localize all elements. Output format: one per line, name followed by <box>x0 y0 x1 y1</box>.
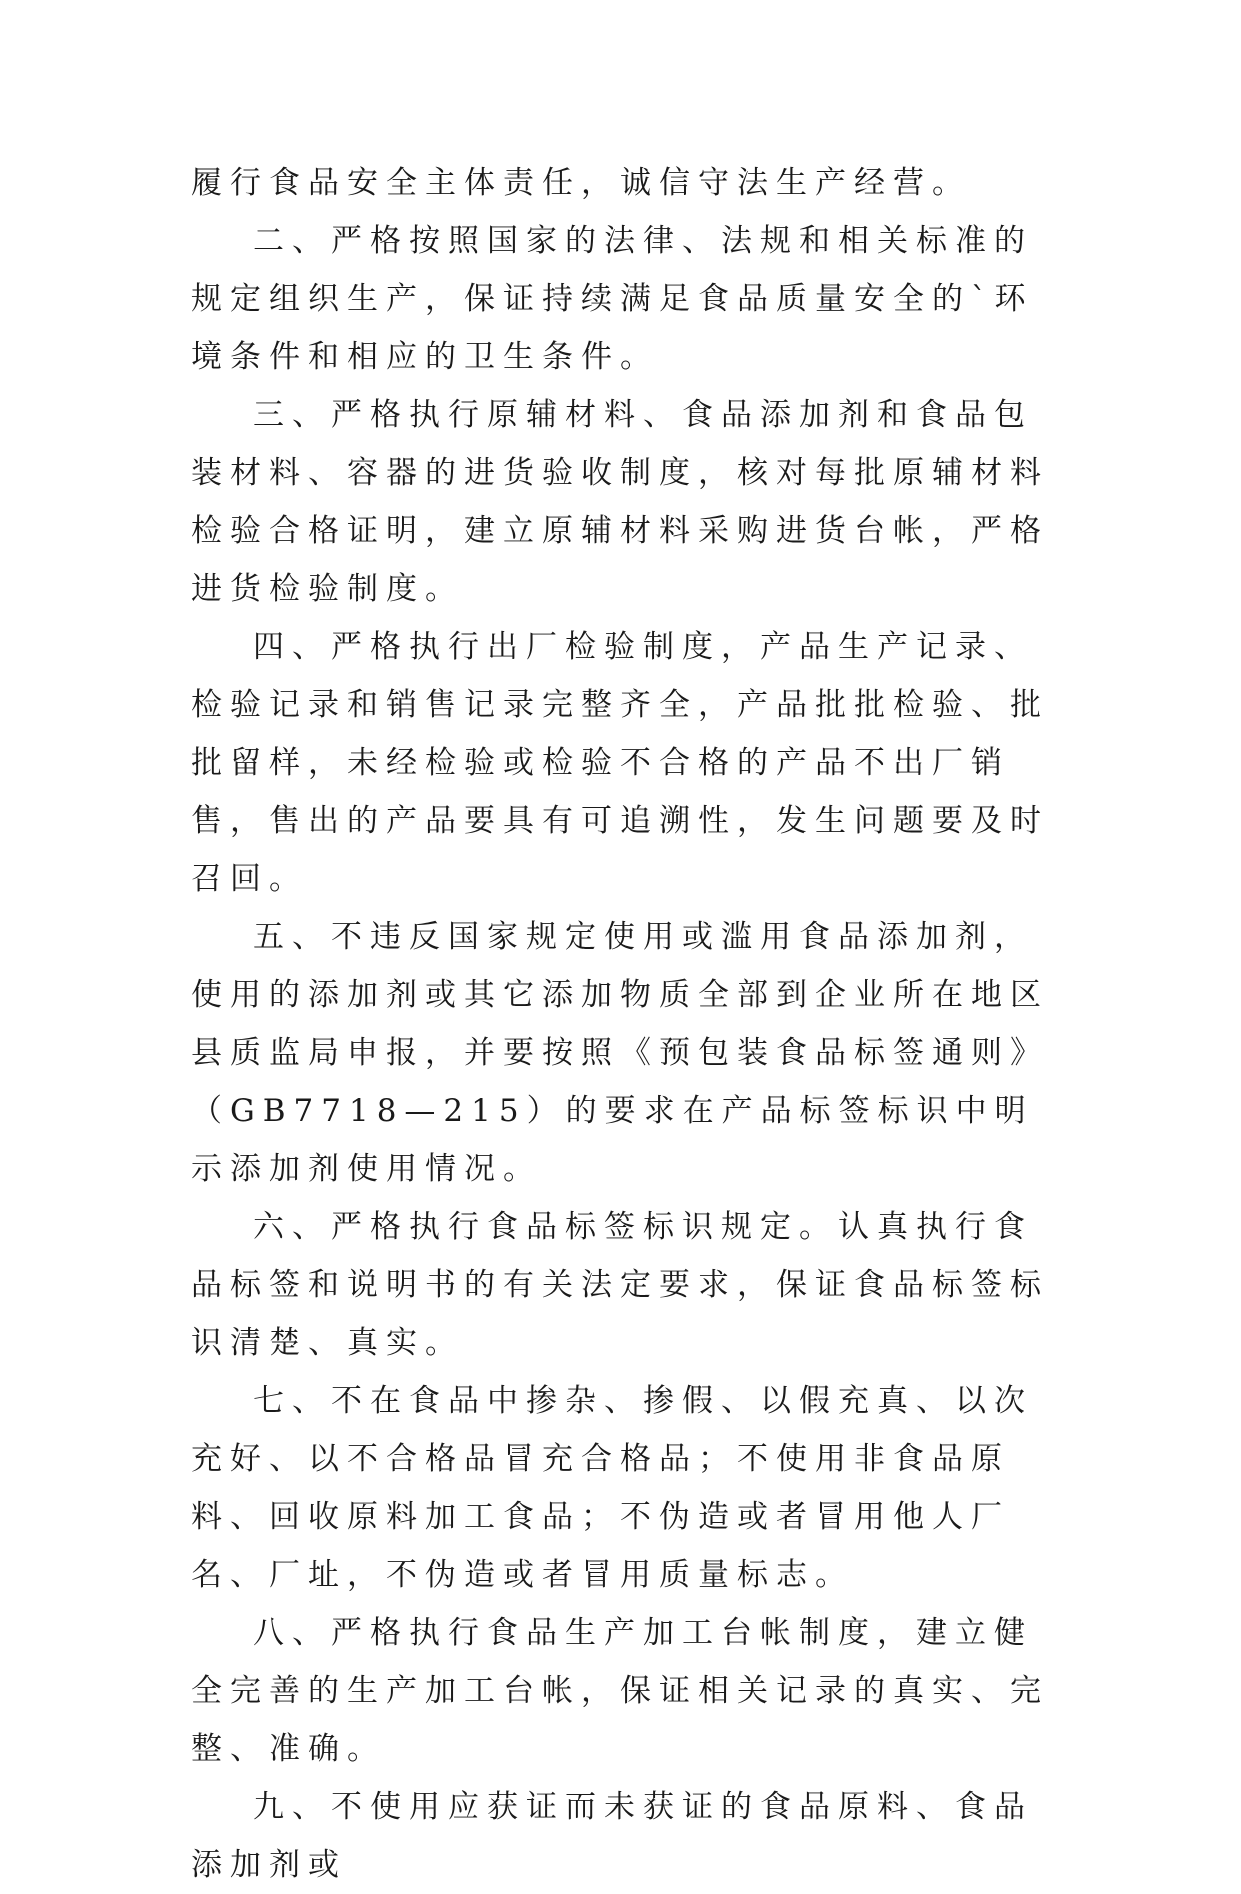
document-body <box>191 154 1051 1894</box>
paragraph-item-4: 四、严格执行出厂检验制度，产品生产记录、检验记录和销售记录完整齐全，产品批批检验、批批留样，未经检验或检验不合格的产品不出厂销售，售出的产品要具有可追溯性，发生问题要及时召回。 <box>191 629 1049 897</box>
paragraph-continuation: 履行食品安全主体责任，诚信守法生产经营。 <box>191 165 971 201</box>
paragraph-item-8: 八、严格执行食品生产加工台帐制度，建立健全完善的生产加工台帐，保证相关记录的真实、完整、准确。 <box>191 1615 1049 1767</box>
paragraph-item-9: 九、不使用应获证而未获证的食品原料、食品添加剂或 <box>191 1789 1033 1883</box>
paragraph-item-7: 七、不在食品中掺杂、掺假、以假充真、以次充好、以不合格品冒充合格品；不使用非食品原料、回收原料加工食品；不伪造或者冒用他人厂名、厂址，不伪造或者冒用质量标志。 <box>191 1383 1033 1593</box>
paragraph-item-2: 二、严格按照国家的法律、法规和相关标准的规定组织生产，保证持续满足食品质量安全的`环境条件和相应的卫生条件。 <box>191 223 1034 375</box>
paragraph-item-5: 五、不违反国家规定使用或滥用食品添加剂，使用的添加剂或其它添加物质全部到企业所在地区县质监局申报，并要按照《预包装食品标签通则》（GB7718—215）的要求在产品标签标识中明示添加剂使用情况。 <box>191 919 1049 1187</box>
paragraph-item-3: 三、严格执行原辅材料、食品添加剂和食品包装材料、容器的进货验收制度，核对每批原辅材料检验合格证明，建立原辅材料采购进货台帐，严格进货检验制度。 <box>191 397 1049 607</box>
paragraph-item-6: 六、严格执行食品标签标识规定。认真执行食品标签和说明书的有关法定要求，保证食品标签标识清楚、真实。 <box>191 1209 1049 1361</box>
